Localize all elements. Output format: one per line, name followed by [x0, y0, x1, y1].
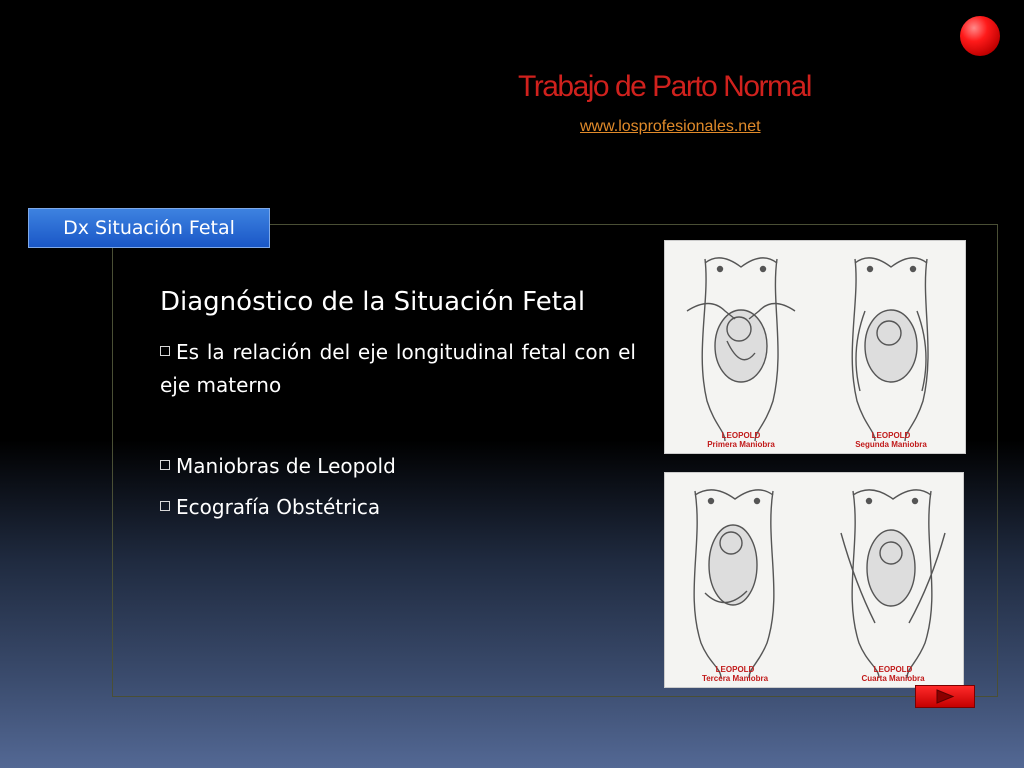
caption-line2: Cuarta Maniobra	[861, 674, 925, 683]
leopold-illustration-bottom	[664, 472, 964, 688]
caption-line1: LEOPOLD	[871, 431, 911, 440]
caption-line1: LEOPOLD	[715, 665, 755, 674]
section-tab: Dx Situación Fetal	[28, 208, 270, 248]
leopold-illustration-top	[664, 240, 966, 454]
bullet-item: Es la relación del eje longitudinal fetal con el eje materno	[160, 340, 636, 397]
next-slide-button[interactable]	[915, 685, 975, 708]
caption-line2: Primera Maniobra	[707, 440, 775, 449]
square-bullet-icon	[160, 501, 170, 511]
slide-title: Trabajo de Parto Normal	[518, 70, 811, 103]
caption-line1: LEOPOLD	[873, 665, 913, 674]
play-arrow-icon	[935, 689, 955, 704]
square-bullet-icon	[160, 346, 170, 356]
content-heading: Diagnóstico de la Situación Fetal	[160, 287, 586, 317]
bullet-item: Ecografía Obstétrica	[160, 491, 636, 524]
website-link[interactable]: www.losprofesionales.net	[580, 118, 761, 135]
square-bullet-icon	[160, 460, 170, 470]
caption-line2: Segunda Maniobra	[855, 440, 927, 449]
caption-line1: LEOPOLD	[721, 431, 761, 440]
bullet-item: Maniobras de Leopold	[160, 450, 636, 483]
bullet-list	[160, 336, 636, 524]
red-circle-button-icon[interactable]	[960, 16, 1000, 56]
caption-line2: Tercera Maniobra	[701, 674, 769, 683]
